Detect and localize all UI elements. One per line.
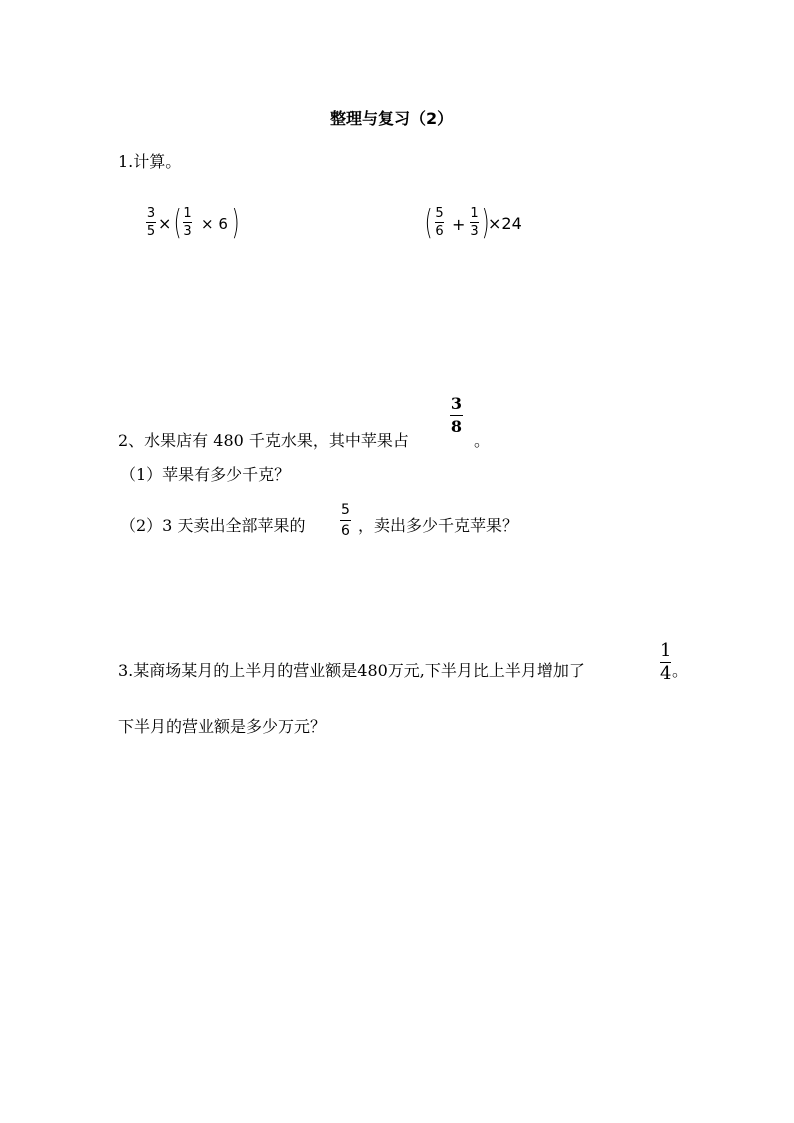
question-2-sub-2-pre: （2）3 天卖出全部苹果的 (120, 516, 306, 535)
question-2-period: 。 (474, 431, 491, 450)
times-24: ×24 (488, 214, 522, 233)
times-sign: × (158, 214, 172, 233)
left-paren: ( (173, 203, 182, 243)
fraction-5-6: 5 6 (341, 502, 350, 539)
question-2-sub-1: （1）苹果有多少千克？ (120, 465, 291, 484)
question-1-label: 1.计算。 (118, 152, 182, 171)
fraction-5-6: 5 6 (435, 206, 444, 239)
right-paren: ) (481, 203, 490, 243)
question-3-line-2: 下半月的营业额是多少万元？ (118, 717, 327, 736)
question-3-line-1: 3.某商场某月的上半月的营业额是480万元,下半月比上半月增加了 (118, 661, 585, 680)
fraction-1-3: 1 3 (470, 206, 479, 239)
question-3-period: 。 (672, 661, 689, 680)
fraction-3-8: 3 8 (450, 394, 463, 436)
left-paren: ( (424, 203, 433, 243)
fraction-1-4: 1 4 (660, 640, 672, 684)
right-paren: ) (231, 203, 240, 243)
fraction-3-5: 3 5 (146, 206, 156, 239)
question-2-stem: 2、水果店有 480 千克水果，其中苹果占 (118, 431, 409, 450)
fraction-1-3: 1 3 (183, 206, 192, 239)
plus-sign: + (452, 215, 466, 234)
times-six: × 6 (201, 215, 228, 233)
page-title: 整理与复习（2） (330, 109, 454, 128)
question-2-sub-2-post: ，卖出多少千克苹果？ (358, 516, 519, 535)
